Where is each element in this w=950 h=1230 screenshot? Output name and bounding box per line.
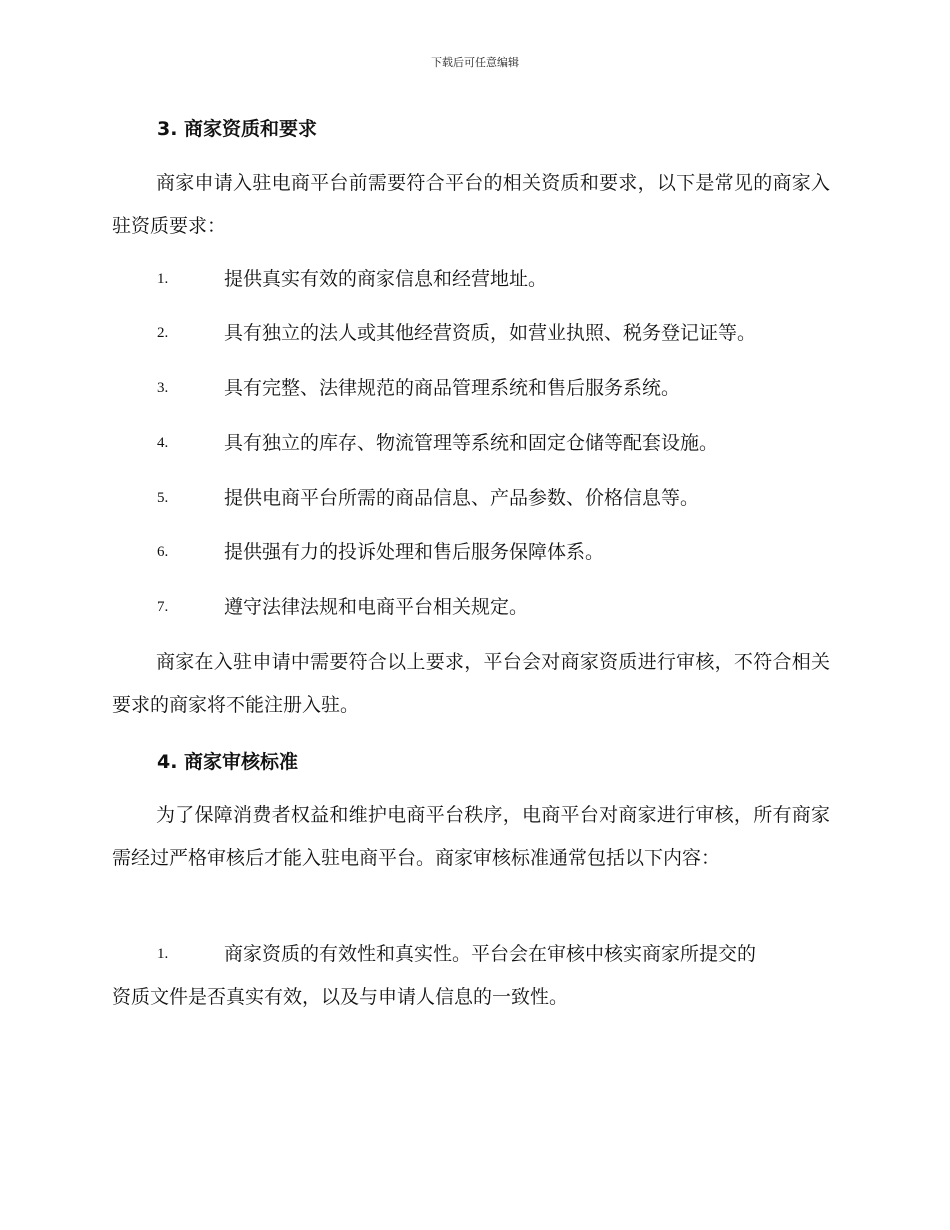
section-3-intro-block (112, 162, 830, 248)
list-item-text: 提供强有力的投诉处理和售后服务保障体系。 (224, 541, 605, 563)
list-item-text: 具有独立的法人或其他经营资质，如营业执照、税务登记证等。 (224, 322, 757, 344)
list-item-text: 具有独立的库存、物流管理等系统和固定仓储等配套设施。 (224, 432, 719, 454)
section-4-intro-block (112, 794, 830, 880)
list-item-text: 遵守法律法规和电商平台相关规定。 (224, 596, 529, 618)
section-3-conclusion: 商家在入驻申请中需要符合以上要求，平台会对商家资质进行审核，不符合相关要求的商家将不能注册入驻。 (112, 651, 830, 716)
list-item-number: 7. (157, 599, 169, 615)
list-item-number: 1. (157, 946, 169, 962)
section-3-conclusion-block (112, 641, 830, 727)
list-item-text-line-2: 资质文件是否真实有效，以及与申请人信息的一致性。 (112, 986, 569, 1008)
section-3-intro: 商家申请入驻电商平台前需要符合平台的相关资质和要求，以下是常见的商家入驻资质要求： (112, 172, 830, 237)
section-4-intro: 为了保障消费者权益和维护电商平台秩序，电商平台对商家进行审核，所有商家需经过严格审核后才能入驻电商平台。商家审核标准通常包括以下内容： (112, 804, 830, 869)
list-item-text: 提供真实有效的商家信息和经营地址。 (224, 268, 548, 290)
list-item-number: 6. (157, 544, 169, 560)
list-item-text: 提供电商平台所需的商品信息、产品参数、价格信息等。 (224, 487, 700, 509)
list-item-number: 1. (157, 271, 169, 287)
page-header: 下载后可任意编辑 (431, 56, 519, 69)
section-4-title: 4. 商家审核标准 (157, 751, 299, 773)
list-item-number: 3. (157, 380, 169, 396)
list-item-number: 2. (157, 325, 169, 341)
list-item-number: 5. (157, 490, 169, 506)
list-item-text: 具有完整、法律规范的商品管理系统和售后服务系统。 (224, 377, 681, 399)
list-item-number: 4. (157, 435, 169, 451)
list-item (112, 933, 830, 1019)
list-item-text-line-1: 商家资质的有效性和真实性。平台会在审核中核实商家所提交的 (224, 943, 757, 965)
section-3-title: 3. 商家资质和要求 (157, 118, 318, 140)
